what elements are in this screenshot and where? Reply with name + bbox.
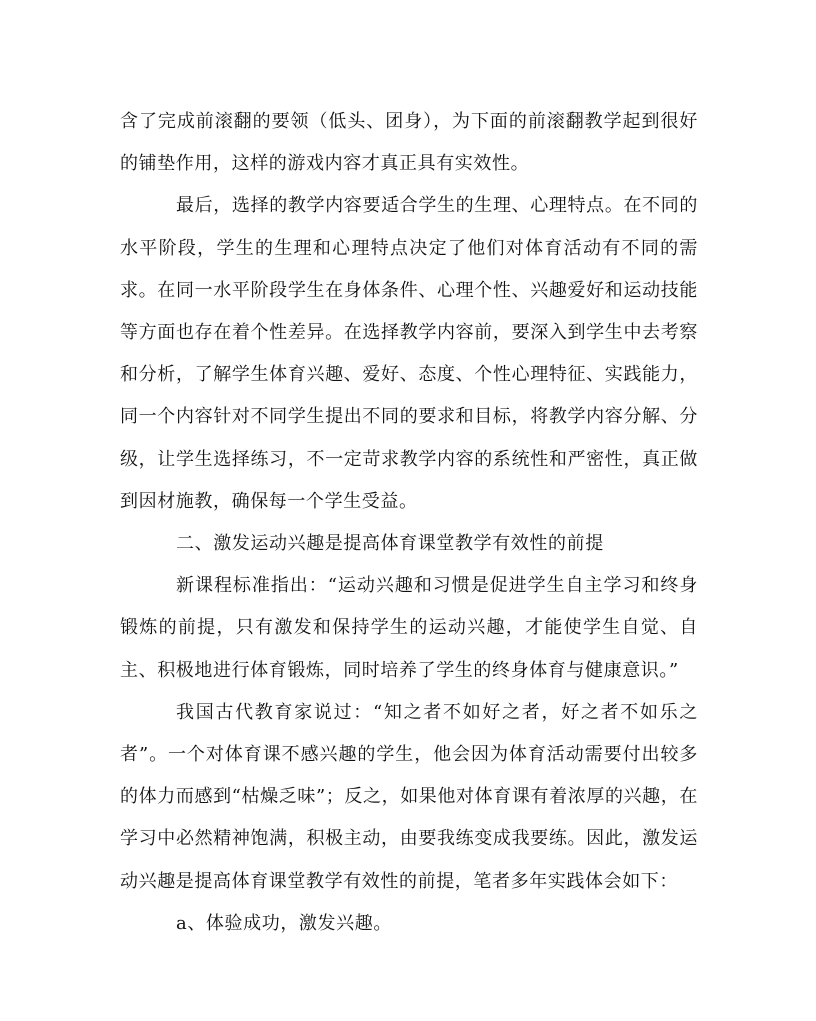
document-body xyxy=(120,101,698,945)
paragraph-curriculum-standard: 新课程标准指出：“运动兴趣和习惯是促进学生自主学习和终身锻炼的前提，只有激发和保持学生的运动兴趣，才能使学生自觉、自主、积极地进行体育锻炼，同时培养了学生的终身体育与健康意识。” xyxy=(120,575,698,681)
section-heading-two: 二、激发运动兴趣是提高体育课堂教学有效性的前提 xyxy=(176,533,604,555)
paragraph-continuation: 含了完成前滚翻的要领（低头、团身），为下面的前滚翻教学起到很好的铺垫作用，这样的游戏内容才真正具有实效性。 xyxy=(120,111,698,175)
paragraph-teaching-content: 最后，选择的教学内容要适合学生的生理、心理特点。在不同的水平阶段，学生的生理和心理特点决定了他们对体育活动有不同的需求。在同一水平阶段学生在身体条件、心理个性、兴趣爱好和运动技能等方面也存在着个性差异。在选择教学内容前，要深入到学生中去考察和分析，了解学生体育兴趣、爱好、态度、个性心理特征、实践能力，同一个内容针对不同学生提出不同的要求和目标，将教学内容分解、分级，让学生选择练习，不一定苛求教学内容的系统性和严密性，真正做到因材施教，确保每一个学生受益。 xyxy=(120,195,698,512)
paragraph-ancient-educator: 我国古代教育家说过：“知之者不如好之者，好之者不如乐之者”。一个对体育课不感兴趣的学生，他会因为体育活动需要付出较多的体力而感到“枯燥乏味”；反之，如果他对体育课有着浓厚的兴趣，在学习中必然精神饱满，积极主动，由要我练变成我要练。因此，激发运动兴趣是提高体育课堂教学有效性的前提，笔者多年实践体会如下： xyxy=(120,701,698,892)
subheading-a: a、体验成功，激发兴趣。 xyxy=(176,912,392,934)
